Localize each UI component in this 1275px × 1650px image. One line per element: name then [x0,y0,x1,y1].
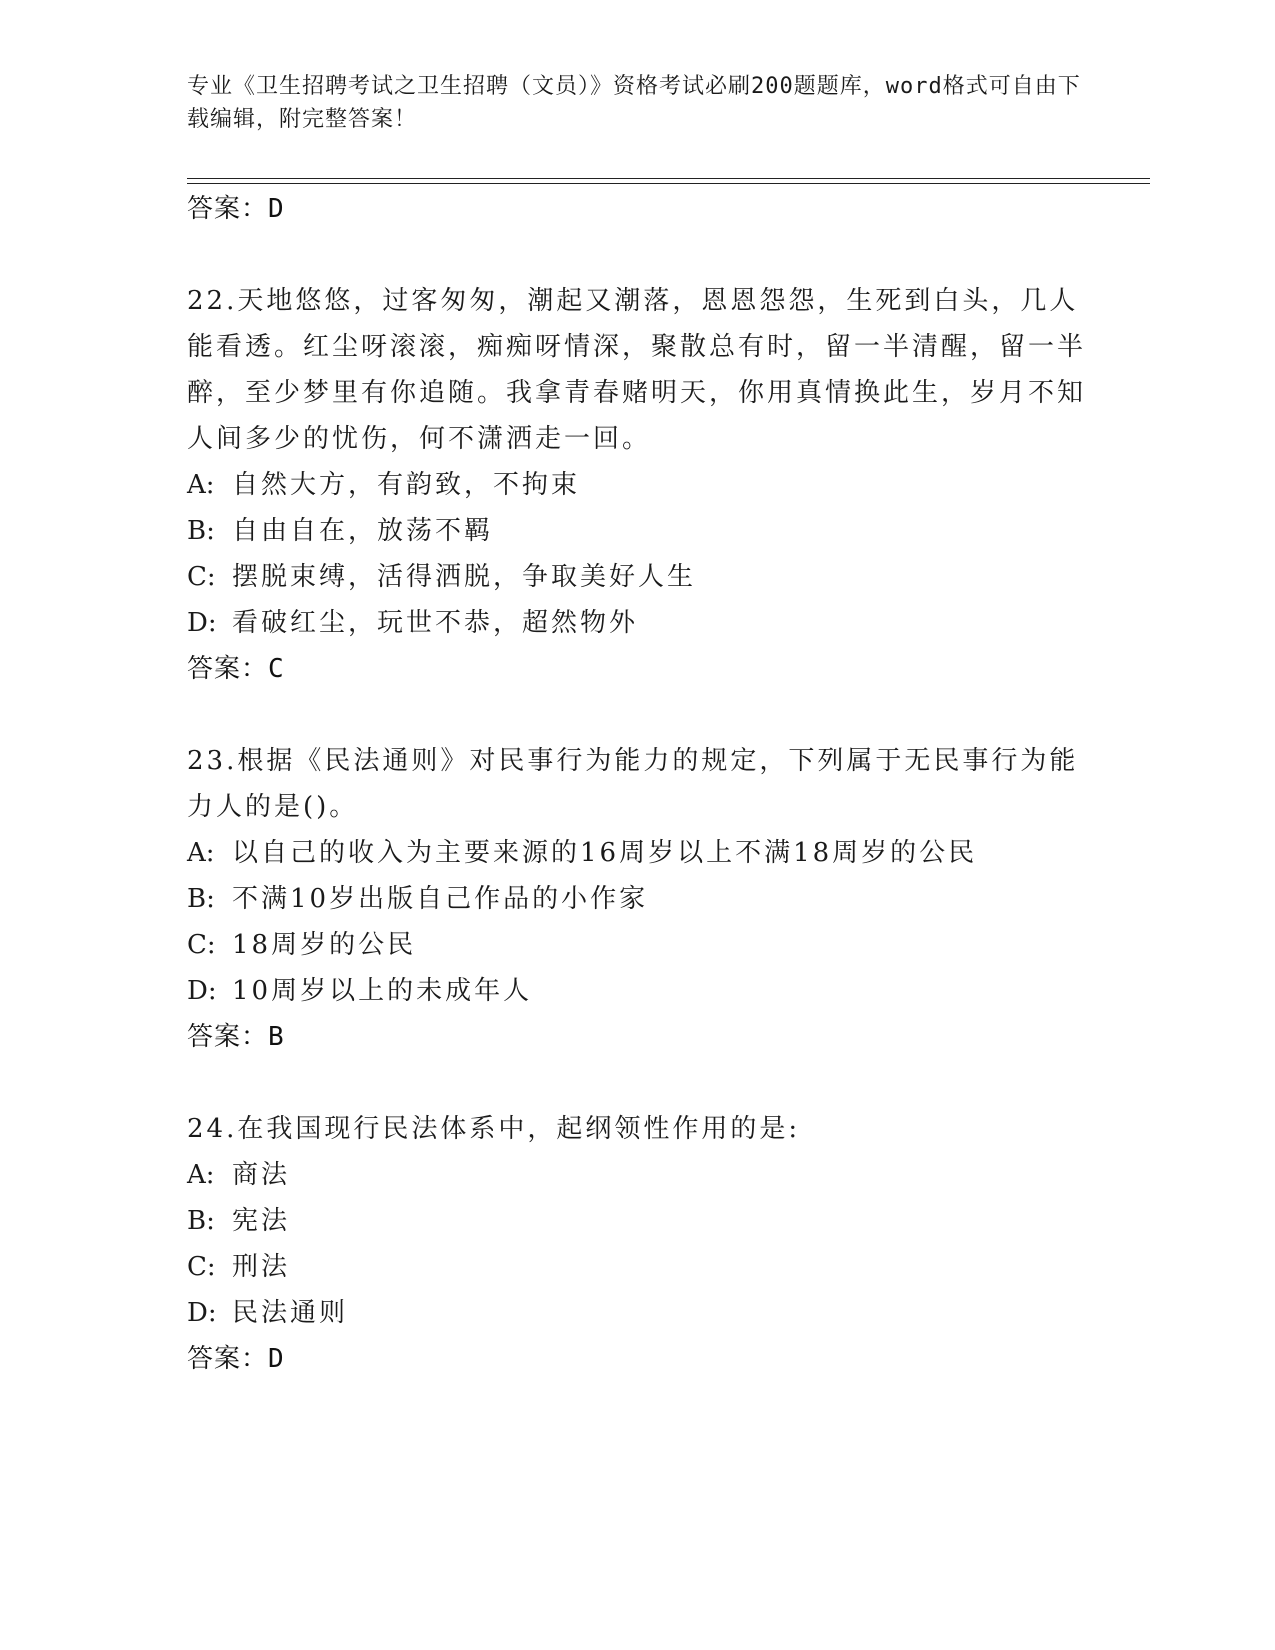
option-label: D: [187,1298,217,1328]
option-text: 刑法 [232,1252,291,1282]
option-text: 商法 [232,1160,291,1190]
option-b [187,1198,1087,1244]
option-b [187,508,1087,554]
question-stem: 23.根据《民法通则》对民事行为能力的规定，下列属于无民事行为能力人的是()。 [187,746,1079,822]
option-label: B: [187,516,215,546]
option-a [187,462,1087,508]
option-label: C: [187,1252,216,1282]
option-text: 不满10岁出版自己作品的小作家 [232,884,649,914]
question-22 [187,278,1087,692]
header-rule-top [187,178,1150,179]
option-b [187,876,1087,922]
answer-line: 答案：B [187,1022,285,1052]
option-c [187,554,1087,600]
option-d [187,968,1087,1014]
option-d [187,600,1087,646]
question-stem: 22.天地悠悠，过客匆匆，潮起又潮落，恩恩怨怨，生死到白头，几人能看透。红尘呀滚滚，痴痴呀情深，聚散总有时，留一半清醒，留一半醉，至少梦里有你追随。我拿青春赌明天，你用真情换此生，岁月不知人间多少的忧伤，何不潇洒走一回。 [187,286,1087,454]
option-label: B: [187,1206,215,1236]
question-stem: 24.在我国现行民法体系中，起纲领性作用的是: [187,1114,801,1144]
option-text: 自然大方，有韵致，不拘束 [232,470,581,500]
question-24 [187,1106,1087,1382]
option-label: A: [187,1160,215,1190]
option-text: 民法通则 [232,1298,349,1328]
option-label: C: [187,562,216,592]
document-header: 专业《卫生招聘考试之卫生招聘（文员）》资格考试必刷200题题库，word格式可自由下载编辑，附完整答案！ [187,74,1081,132]
option-d [187,1290,1087,1336]
option-label: A: [187,470,215,500]
option-c [187,1244,1087,1290]
option-text: 以自己的收入为主要来源的16周岁以上不满18周岁的公民 [232,838,978,868]
option-text: 摆脱束缚，活得洒脱，争取美好人生 [232,562,697,592]
answer-line: 答案：C [187,654,285,684]
option-a [187,830,1087,876]
option-label: B: [187,884,215,914]
option-text: 自由自在，放荡不羁 [232,516,494,546]
option-label: D: [187,976,217,1006]
header-rule-bottom [187,183,1150,184]
option-label: D: [187,608,217,638]
option-label: C: [187,930,216,960]
document-body [187,186,1087,1382]
answer-line: 答案：D [187,1344,285,1374]
option-c [187,922,1087,968]
option-text: 宪法 [232,1206,291,1236]
option-label: A: [187,838,215,868]
option-text: 10周岁以上的未成年人 [232,976,533,1006]
option-text: 18周岁的公民 [232,930,417,960]
option-a [187,1152,1087,1198]
question-23 [187,738,1087,1060]
answer-line: 答案：D [187,194,285,224]
option-text: 看破红尘，玩世不恭，超然物外 [232,608,639,638]
